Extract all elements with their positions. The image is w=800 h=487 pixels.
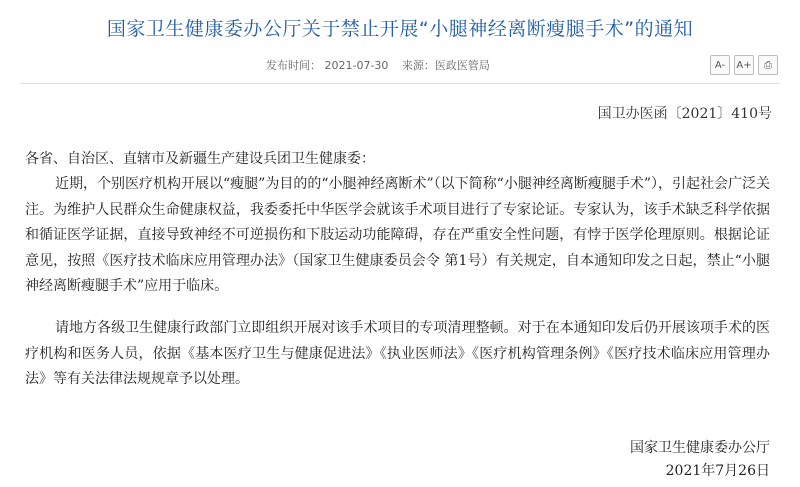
publish-time: 发布时间： 2021-07-30	[266, 59, 389, 72]
signature-date: 2021年7月26日	[665, 463, 770, 479]
document-number: 国卫办医函〔2021〕410号	[597, 106, 772, 122]
article-meta	[266, 57, 500, 73]
source-label: 来源：医政医管局	[401, 59, 490, 72]
font-larger-button[interactable]: A+	[734, 55, 754, 75]
page-title: 国家卫生健康委办公厅关于禁止开展“小腿神经离断瘦腿手术”的通知	[106, 18, 694, 40]
divider	[20, 83, 780, 84]
print-icon[interactable]: ⎙	[758, 55, 778, 75]
paragraph-2: 请地方各级卫生健康行政部门立即组织开展对该手术项目的专项清理整顿。对于在本通知印发后仍开展该项手术的医疗机构和医务人员，依据《基本医疗卫生与健康促进法》《执业医师法》《医疗机构管理条例》《医疗技术临床应用管理办法》等有关法律法规规章予以处理。	[25, 320, 770, 387]
signature-organization: 国家卫生健康委办公厅	[630, 440, 770, 456]
toolbar	[710, 55, 778, 75]
font-smaller-button[interactable]: A-	[710, 55, 730, 75]
paragraph-1: 近期，个别医疗机构开展以“瘦腿”为目的的“小腿神经离断术”（以下简称“小腿神经离断瘦腿手术”），引起社会广泛关注。为维护人民群众生命健康权益，我委委托中华医学会就该手术项目进行了专家论证。专家认为，该手术缺乏科学依据和循证医学证据，直接导致神经不可逆损伤和下肢运动功能障碍，存在严重安全性问题，有悖于医学伦理原则。根据论证意见，按照《医疗技术临床应用管理办法》（国家卫生健康委员会令 第1号）有关规定，自本通知印发之日起，禁止“小腿神经离断瘦腿手术”应用于临床。	[25, 176, 770, 294]
salutation: 各省、自治区、直辖市及新疆生产建设兵团卫生健康委：	[25, 151, 375, 167]
